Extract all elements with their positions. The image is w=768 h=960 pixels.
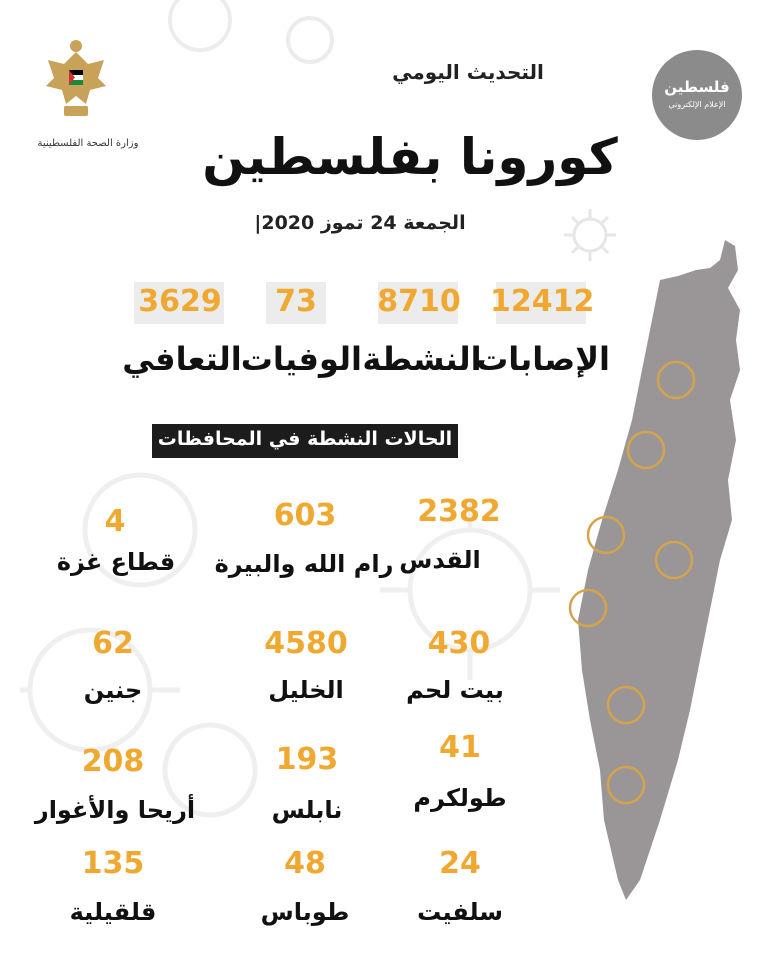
governorate-value: 4580	[264, 626, 348, 661]
section-title: الحالات النشطة في المحافظات	[157, 428, 453, 450]
governorate-value: 62	[92, 626, 134, 661]
governorate-value: 2382	[417, 494, 501, 529]
governorate-value: 603	[273, 498, 337, 533]
governorate-name: القدس	[399, 546, 481, 574]
total-value-deaths: 73	[275, 284, 317, 319]
page-title: كورونا بفلسطين	[202, 128, 618, 186]
governorate-name: أريحا والأغوار	[34, 796, 196, 824]
total-label-recovered: التعافي	[122, 340, 242, 378]
governorate-value: 48	[284, 846, 326, 881]
governorate-name: رام الله والبيرة	[214, 550, 394, 578]
date-label: الجمعة 24 تموز 2020|	[254, 212, 466, 234]
ministry-name: وزارة الصحة الفلسطينية	[37, 138, 139, 149]
governorate-value: 4	[104, 504, 126, 539]
governorate-value: 208	[81, 744, 145, 779]
badge-sub-text: الإعلام الإلكتروني	[668, 100, 726, 109]
total-value-infections: 12412	[490, 284, 595, 319]
total-value-active: 8710	[377, 284, 461, 319]
total-value-recovered: 3629	[138, 284, 222, 319]
governorate-name: سلفيت	[417, 898, 503, 926]
governorate-name: جنين	[83, 676, 143, 704]
palestine-map-icon	[560, 240, 760, 900]
daily-update-label: التحديث اليومي	[392, 60, 544, 84]
governorate-name: الخليل	[268, 676, 344, 704]
virus-decoration-icon	[140, 0, 340, 90]
total-label-deaths: الوفيات	[240, 340, 362, 378]
governorate-value: 193	[275, 742, 339, 777]
governorate-value: 135	[81, 846, 145, 881]
total-label-active: النشطة	[362, 340, 482, 378]
governorate-value: 24	[439, 846, 481, 881]
governorate-name: بيت لحم	[406, 676, 504, 704]
governorate-name: طولكرم	[413, 784, 507, 812]
total-label-infections: الإصابات	[476, 340, 610, 378]
governorate-value: 430	[427, 626, 491, 661]
governorate-name: قلقيلية	[69, 898, 157, 926]
governorate-name: قطاع غزة	[56, 548, 176, 576]
palestine-eagle-logo-icon	[44, 34, 108, 124]
governorate-name: نابلس	[271, 796, 343, 824]
governorate-value: 41	[439, 730, 481, 765]
badge-main-text: فلسطين	[664, 78, 730, 96]
governorate-name: طوباس	[260, 898, 350, 926]
